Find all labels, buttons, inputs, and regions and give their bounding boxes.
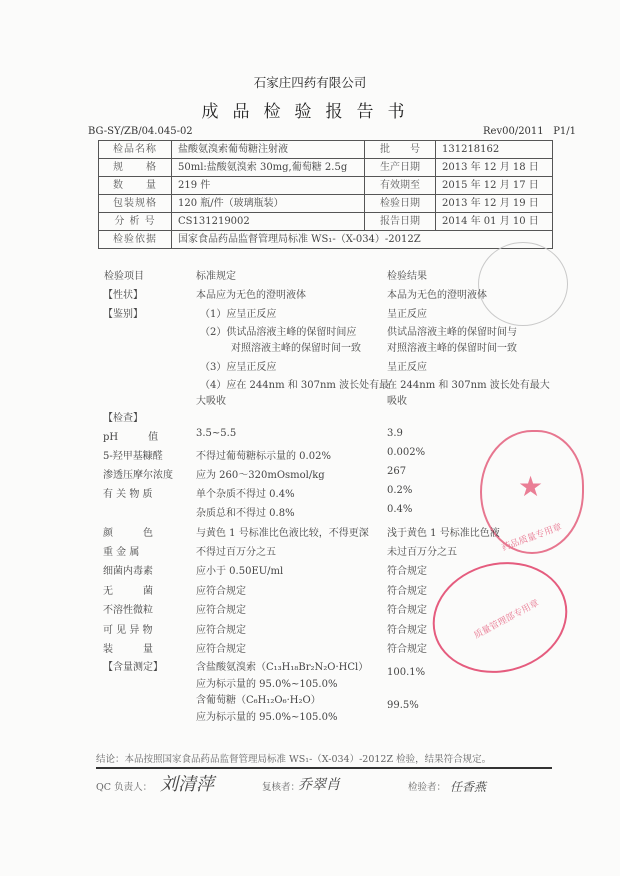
value: 2013 年 12 月 19 日 bbox=[436, 195, 553, 213]
assay-line: 应为标示量的 95.0%~105.0% bbox=[196, 679, 338, 690]
assay-result: 100.1% bbox=[387, 667, 426, 678]
value: 国家食品药品监督管理局标准 WS₁-（X-034）-2012Z bbox=[172, 231, 553, 249]
section-appearance: 【性状】 bbox=[103, 290, 143, 301]
value: 2014 年 01 月 10 日 bbox=[436, 213, 553, 231]
column-result: 检验结果 bbox=[387, 271, 427, 282]
test-standard: 应符合规定 bbox=[196, 586, 246, 597]
test-result: 符合规定 bbox=[387, 586, 427, 597]
company-name: 石家庄四药有限公司 bbox=[253, 75, 367, 90]
value: 219 件 bbox=[172, 177, 365, 195]
result: 对照溶液主峰的保留时间一致 bbox=[387, 343, 517, 354]
label: 批 号 bbox=[365, 141, 436, 159]
table-row bbox=[99, 195, 553, 213]
test-standard: 3.5~5.5 bbox=[196, 428, 237, 439]
assay-line: 含葡萄糖（C₆H₁₂O₆·H₂O） bbox=[196, 695, 321, 706]
stamp-text-2: 质量管理部专用章 bbox=[472, 598, 541, 642]
label: 规 格 bbox=[99, 159, 172, 177]
result: 供试品溶液主峰的保留时间与 bbox=[387, 327, 517, 338]
test-standard: 应符合规定 bbox=[196, 644, 246, 655]
revision-info bbox=[483, 126, 576, 137]
faint-stamp bbox=[478, 242, 568, 326]
test-standard: 不得过葡萄糖标示量的 0.02% bbox=[196, 451, 331, 462]
document-number: BG-SY/ZB/04.045-02 bbox=[88, 126, 193, 137]
test-standard: 应符合规定 bbox=[196, 605, 246, 616]
result: 呈正反应 bbox=[387, 309, 427, 320]
value: 2013 年 12 月 18 日 bbox=[436, 159, 553, 177]
test-result: 0.4% bbox=[387, 504, 413, 515]
test-item: 有 关 物 质 bbox=[103, 489, 153, 500]
test-item: 重 金 属 bbox=[103, 547, 140, 558]
test-standard: 单个杂质不得过 0.4% bbox=[196, 489, 295, 500]
test-item: 颜 色 bbox=[103, 528, 153, 539]
value: 131218162 bbox=[436, 141, 553, 159]
conclusion: 结论：本品按照国家食品药品监督管理局标准 WS₁-（X-034）-2012Z 检验，结果符合规定。 bbox=[96, 754, 492, 765]
test-item: 5-羟甲基糠醛 bbox=[103, 451, 163, 462]
divider bbox=[96, 767, 552, 769]
test-result: 3.9 bbox=[387, 428, 403, 439]
standard: 本品应为无色的澄明液体 bbox=[196, 290, 306, 301]
test-result: 浅于黄色 1 号标准比色液 bbox=[387, 528, 500, 539]
value: 50ml:盐酸氨溴索 30mg,葡萄糖 2.5g bbox=[172, 159, 365, 177]
result: 本品为无色的澄明液体 bbox=[387, 290, 487, 301]
revision: Rev00/2011 bbox=[483, 126, 544, 137]
document-title: 成品检验报告书 bbox=[201, 102, 419, 122]
result: 在 244nm 和 307nm 波长处有最大 bbox=[387, 380, 550, 391]
standard: （1）应呈正反应 bbox=[200, 309, 277, 320]
test-result: 0.2% bbox=[387, 485, 413, 496]
inspector-signature: 任香燕 bbox=[450, 780, 487, 794]
table-row bbox=[99, 141, 553, 159]
section-tests: 【检查】 bbox=[103, 413, 143, 424]
column-item: 检验项目 bbox=[104, 271, 144, 282]
inspector-label: 检验者： bbox=[408, 782, 447, 793]
assay-result: 99.5% bbox=[387, 700, 419, 711]
reviewer-label: 复核者： bbox=[262, 782, 301, 793]
label: 检验依据 bbox=[99, 231, 172, 249]
standard: 对照溶液主峰的保留时间一致 bbox=[231, 343, 361, 354]
test-result: 267 bbox=[387, 466, 407, 477]
qc-signature: 刘清萍 bbox=[160, 774, 214, 795]
qc-label: QC 负责人： bbox=[96, 782, 153, 793]
assay-line: 应为标示量的 95.0%~105.0% bbox=[196, 712, 338, 723]
value: 120 瓶/件（玻璃瓶装） bbox=[172, 195, 365, 213]
star-icon: ★ bbox=[518, 470, 544, 503]
result: 吸收 bbox=[387, 396, 407, 407]
label: 包装规格 bbox=[99, 195, 172, 213]
value: 2015 年 12 月 17 日 bbox=[436, 177, 553, 195]
standard: （2）供试品溶液主峰的保留时间应 bbox=[200, 327, 357, 338]
test-standard: 与黄色 1 号标准比色液比较，不得更深 bbox=[196, 528, 369, 539]
label: 报告日期 bbox=[365, 213, 436, 231]
test-standard: 杂质总和不得过 0.8% bbox=[196, 508, 295, 519]
test-result: 符合规定 bbox=[387, 644, 427, 655]
test-item: 细菌内毒素 bbox=[103, 566, 153, 577]
label: 检验日期 bbox=[365, 195, 436, 213]
table-row bbox=[99, 159, 553, 177]
assay-line: 含盐酸氨溴索（C₁₃H₁₈Br₂N₂O·HCl） bbox=[196, 662, 369, 673]
test-standard: 应符合规定 bbox=[196, 625, 246, 636]
table-row bbox=[99, 213, 553, 231]
label: 生产日期 bbox=[365, 159, 436, 177]
test-result: 符合规定 bbox=[387, 625, 427, 636]
test-standard: 应小于 0.50EU/ml bbox=[196, 566, 284, 577]
test-item: 渗透压摩尔浓度 bbox=[103, 470, 173, 481]
value: CS131219002 bbox=[172, 213, 365, 231]
test-item: 可 见 异 物 bbox=[103, 625, 153, 636]
test-item: 不溶性微粒 bbox=[103, 605, 153, 616]
section-assay: 【含量测定】 bbox=[103, 662, 163, 673]
result: 呈正反应 bbox=[387, 362, 427, 373]
product-info-table bbox=[98, 140, 553, 249]
test-result: 未过百万分之五 bbox=[387, 547, 457, 558]
test-standard: 不得过百万分之五 bbox=[196, 547, 276, 558]
section-identification: 【鉴别】 bbox=[103, 309, 143, 320]
value: 盐酸氨溴索葡萄糖注射液 bbox=[172, 141, 365, 159]
test-item: 装 量 bbox=[103, 644, 153, 655]
stamp-text-1: 药品质量专用章 bbox=[500, 522, 564, 554]
table-row bbox=[99, 231, 553, 249]
test-standard: 应为 260～320mOsmol/kg bbox=[196, 470, 325, 481]
standard: 大吸收 bbox=[196, 396, 226, 407]
label: 数 量 bbox=[99, 177, 172, 195]
standard: （3）应呈正反应 bbox=[200, 362, 277, 373]
test-item: pH 值 bbox=[103, 432, 159, 443]
table-row bbox=[99, 177, 553, 195]
label: 检品名称 bbox=[99, 141, 172, 159]
reviewer-signature: 乔翠肖 bbox=[298, 777, 340, 793]
test-result: 0.002% bbox=[387, 447, 426, 458]
standard: （4）应在 244nm 和 307nm 波长处有最 bbox=[200, 380, 390, 391]
label: 分 析 号 bbox=[99, 213, 172, 231]
label: 有效期至 bbox=[365, 177, 436, 195]
column-standard: 标准规定 bbox=[196, 271, 236, 282]
test-result: 符合规定 bbox=[387, 566, 427, 577]
test-item: 无 菌 bbox=[103, 586, 153, 597]
test-result: 符合规定 bbox=[387, 605, 427, 616]
page-number: P1/1 bbox=[553, 126, 577, 137]
